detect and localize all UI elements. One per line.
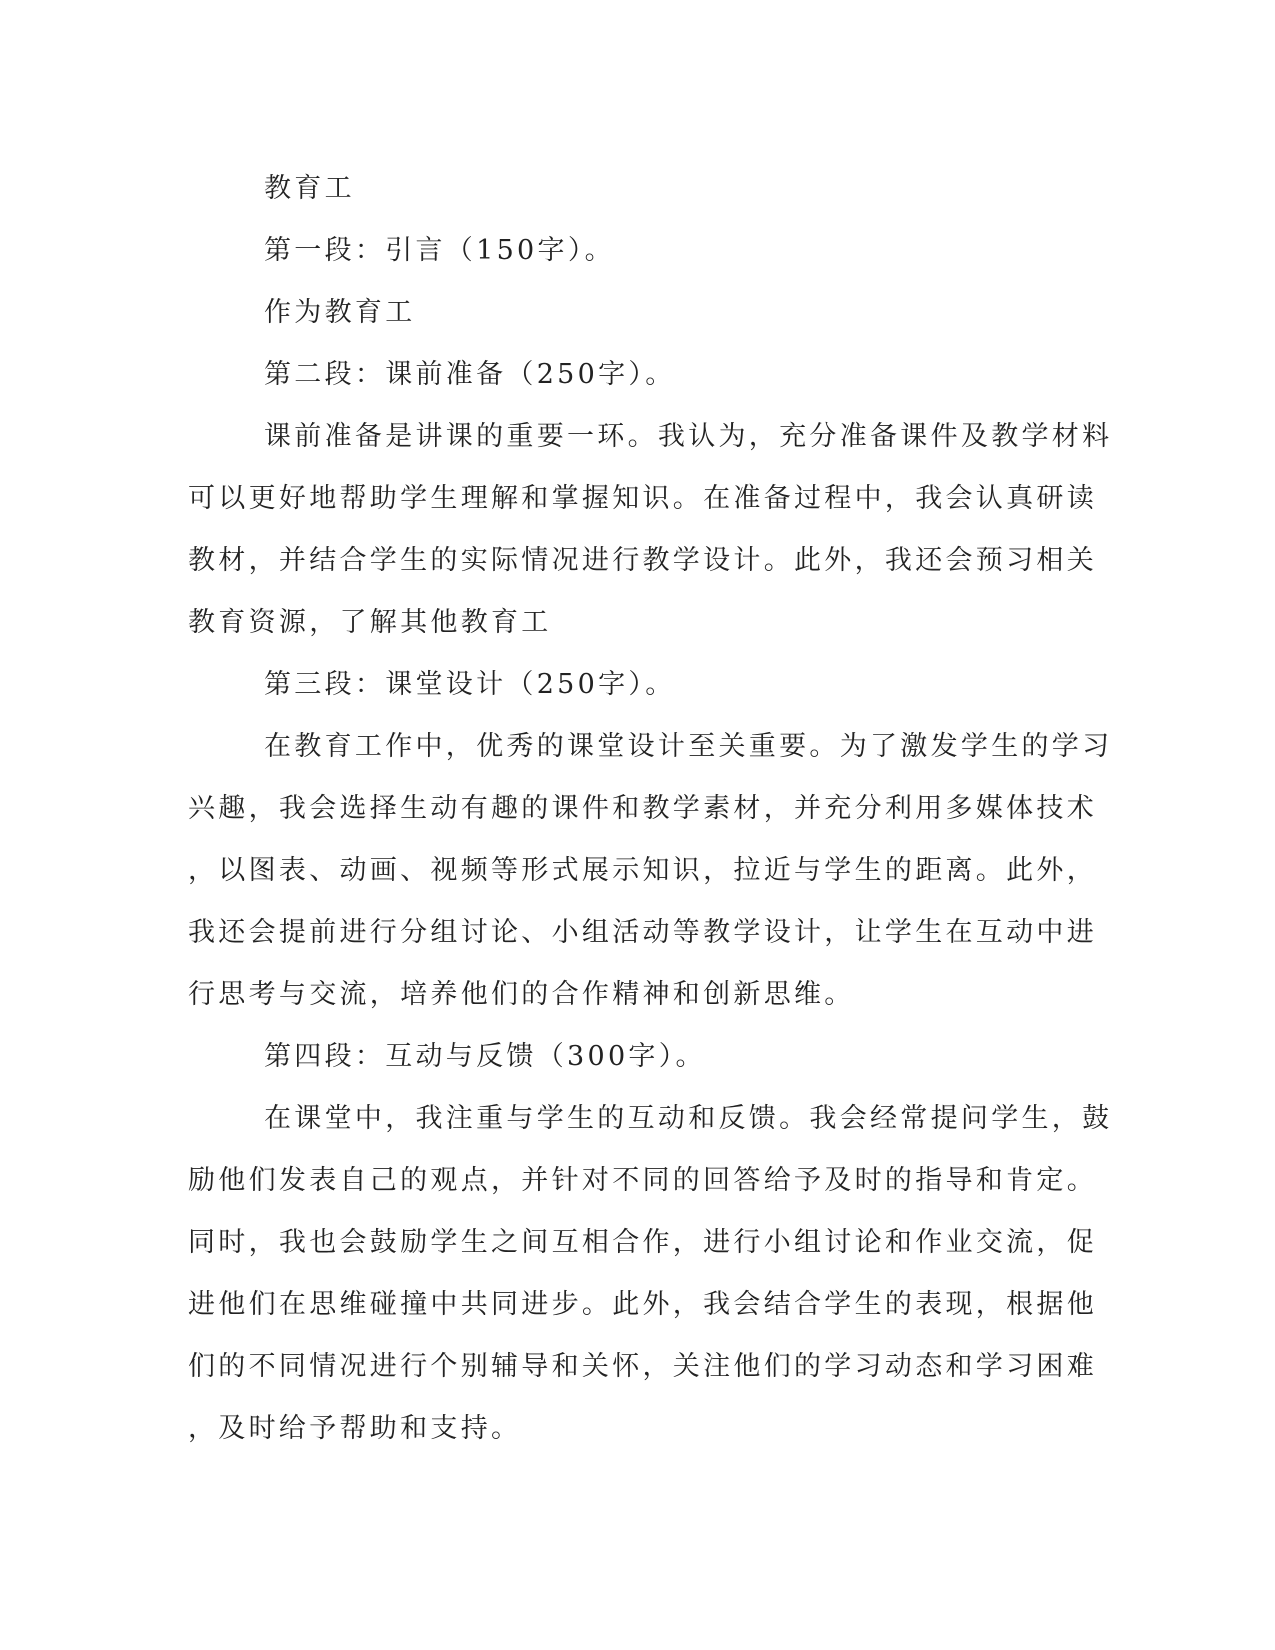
paragraph-interaction-line: 同时，我也会鼓励学生之间互相合作，进行小组讨论和作业交流，促 [188, 1227, 1097, 1258]
paragraph-interaction-line: 在课堂中，我注重与学生的互动和反馈。我会经常提问学生，鼓 [264, 1103, 1113, 1134]
paragraph-interaction-line: 们的不同情况进行个别辅导和关怀，关注他们的学习动态和学习困难 [188, 1351, 1097, 1382]
paragraph-preparation-line: 课前准备是讲课的重要一环。我认为，充分准备课件及教学材料 [264, 421, 1113, 452]
section-heading-interaction: 第四段：互动与反馈（300字）。 [264, 1041, 706, 1072]
paragraph-interaction-line: 进他们在思维碰撞中共同进步。此外，我会结合学生的表现，根据他 [188, 1289, 1097, 1320]
document-body [188, 158, 1113, 1460]
paragraph-preparation-line: 教材，并结合学生的实际情况进行教学设计。此外，我还会预习相关 [188, 545, 1097, 576]
section-heading-preparation: 第二段：课前准备（250字）。 [264, 359, 676, 390]
intro-fragment: 作为教育工 [264, 297, 416, 328]
section-heading-design: 第三段：课堂设计（250字）。 [264, 669, 676, 700]
paragraph-interaction-line: ，及时给予帮助和支持。 [188, 1413, 522, 1444]
paragraph-preparation-line: 教育资源，了解其他教育工 [188, 607, 552, 638]
paragraph-design-line: 兴趣，我会选择生动有趣的课件和教学素材，并充分利用多媒体技术 [188, 793, 1097, 824]
paragraph-preparation-line: 可以更好地帮助学生理解和掌握知识。在准备过程中，我会认真研读 [188, 483, 1097, 514]
paragraph-design-line: 我还会提前进行分组讨论、小组活动等教学设计，让学生在互动中进 [188, 917, 1097, 948]
paragraph-design-line: ，以图表、动画、视频等形式展示知识，拉近与学生的距离。此外， [188, 855, 1097, 886]
paragraph-design-line: 行思考与交流，培养他们的合作精神和创新思维。 [188, 979, 855, 1010]
section-heading-intro: 第一段：引言（150字）。 [264, 235, 615, 266]
paragraph-design-line: 在教育工作中，优秀的课堂设计至关重要。为了激发学生的学习 [264, 731, 1113, 762]
doc-title-fragment: 教育工 [264, 173, 355, 204]
paragraph-interaction-line: 励他们发表自己的观点，并针对不同的回答给予及时的指导和肯定。 [188, 1165, 1097, 1196]
